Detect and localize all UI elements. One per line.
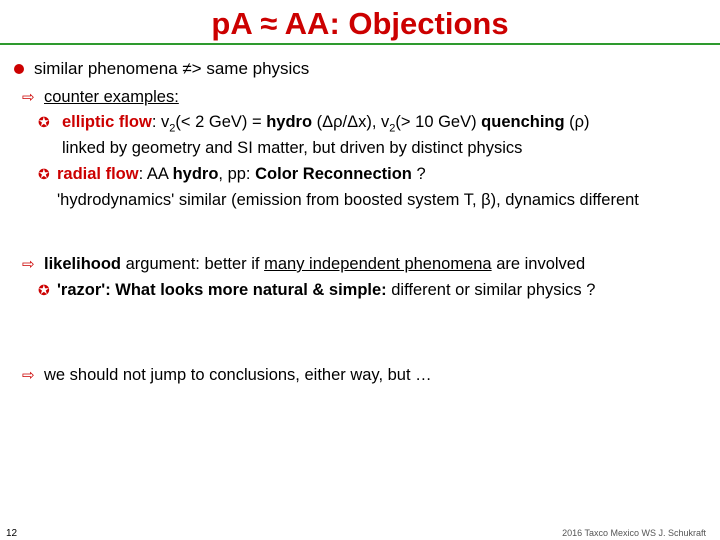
radial-flow-line [57,165,426,184]
hollow-arrow-icon: ⇨ [22,256,35,273]
hollow-arrow-icon: ⇨ [22,89,35,106]
circle-check-icon: ✪ [38,282,50,298]
subscript: 2 [389,122,396,135]
hollow-arrow-icon: ⇨ [22,367,35,384]
text-fragment: ? [411,165,426,183]
circle-check-icon: ✪ [38,166,50,182]
text-fragment: : AA [138,165,173,183]
bullet-dot-icon [14,64,24,74]
radial-flow-label: radial flow [57,165,139,183]
slide-title: pA ≈ AA: Objections [211,6,509,41]
text-fragment: (> 10 GeV) [395,113,482,131]
text-fragment: (ρ) [564,113,590,131]
likelihood-label: likelihood [44,255,122,273]
counter-examples-text: counter examples: [44,88,179,106]
radial-flow-explanation: 'hydrodynamics' similar (emission from boosted system T, β), dynamics different [57,191,639,209]
color-reconnection-term: Color Reconnection [255,165,412,183]
text-fragment: (< 2 GeV) = [175,113,267,131]
subscript: 2 [169,122,176,135]
razor-label: 'razor' [57,281,106,299]
counter-examples-heading [44,88,179,107]
underlined-phrase: many independent phenomena [264,255,492,273]
text-fragment: argument: better if [121,255,265,273]
text-fragment: different or similar physics ? [391,281,596,299]
text-fragment: are involved [491,255,586,273]
likelihood-line [44,255,585,274]
razor-line [57,281,595,300]
main-point: similar phenomena ≠> same physics [34,59,310,78]
hydro-term: hydro [172,165,219,183]
elliptic-flow-line [62,113,590,134]
footer-credit: 2016 Taxco Mexico WS J. Schukraft [562,528,706,538]
page-number: 12 [6,528,18,539]
hydro-term: hydro [266,113,313,131]
quenching-term: quenching [481,113,565,131]
razor-question: : What looks more natural & simple: [105,281,392,299]
text-fragment: (Δρ/Δx), v [312,113,390,131]
circle-check-icon: ✪ [38,114,50,130]
elliptic-flow-explanation: linked by geometry and SI matter, but driven by distinct physics [62,139,523,157]
text-fragment: , pp: [218,165,256,183]
elliptic-flow-label: elliptic flow [62,113,152,131]
conclusion-line: we should not jump to conclusions, either way, but … [44,366,432,384]
text-fragment: : v [151,113,170,131]
title-divider [0,43,720,45]
